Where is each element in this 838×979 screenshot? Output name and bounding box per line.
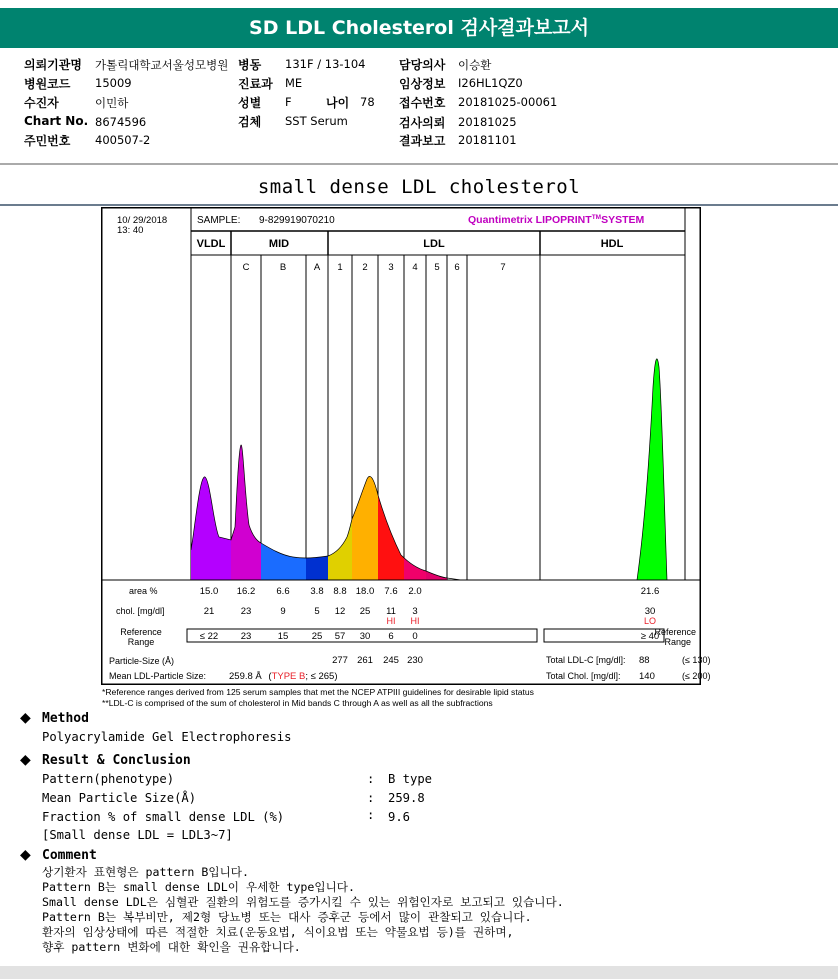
patient-label: 수진자 xyxy=(24,96,59,110)
brand-label: Quantimetrix LIPOPRINT™SYSTEM xyxy=(468,214,645,226)
ref-value: 0 xyxy=(412,631,418,642)
total-chol-label: Total Chol. [mg/dl]: xyxy=(546,671,621,681)
lipoprint-report xyxy=(101,207,711,685)
report-title: SD LDL Cholesterol 검사결과보고서 xyxy=(0,8,838,48)
hospital-code-value: 15009 xyxy=(95,76,132,90)
sex-value: F xyxy=(285,95,292,109)
comment-heading: Comment xyxy=(42,848,97,863)
band-label: 1 xyxy=(337,262,343,273)
ref-label-right: Reference xyxy=(654,627,696,637)
result-value: B type xyxy=(388,772,433,786)
mean-size-value: 259.8 Å (TYPE B; ≤ 265) xyxy=(229,671,338,682)
department-label: 진료과 xyxy=(238,77,273,91)
total-chol-ref: (≤ 200) xyxy=(682,671,711,681)
diamond-bullet-icon: ◆ xyxy=(20,710,31,726)
area-value: 6.6 xyxy=(276,586,290,597)
comment-line: 상기환자 표현형은 pattern B입니다. xyxy=(42,865,249,879)
comment-line: Small dense LDL은 심혈관 질환의 위험도를 증가시킬 수 있는 위험인자로 보고되고 있습니다. xyxy=(42,895,564,909)
diamond-bullet-icon: ◆ xyxy=(20,752,31,768)
chol-value: 23 xyxy=(240,606,252,617)
group-hdl: HDL xyxy=(600,238,624,250)
flag-hi: HI xyxy=(410,616,420,626)
chol-value: 25 xyxy=(359,606,371,617)
ref-value: 57 xyxy=(334,631,346,642)
area-value: 18.0 xyxy=(355,586,375,597)
age-value: 78 xyxy=(360,95,375,109)
area-value: 16.2 xyxy=(236,586,256,597)
divider xyxy=(0,163,838,165)
flag-lo: LO xyxy=(643,616,657,626)
clinical-label: 임상정보 xyxy=(399,77,446,91)
ref-value: 6 xyxy=(388,631,394,642)
report-border xyxy=(102,208,701,685)
result-colon: : xyxy=(367,791,375,805)
sex-label: 성별 xyxy=(238,96,262,110)
divider xyxy=(0,204,838,206)
chol-value: 11 xyxy=(386,606,396,617)
row-label-area: area % xyxy=(129,586,158,596)
id-value: 400507-2 xyxy=(95,133,151,147)
chol-value: 9 xyxy=(280,606,286,617)
result-heading: Result & Conclusion xyxy=(42,753,191,768)
institution-label: 의뢰기관명 xyxy=(24,58,82,72)
footer-bar xyxy=(0,966,838,979)
group-mid: MID xyxy=(268,238,290,250)
total-chol-value: 140 xyxy=(639,671,655,682)
ref-value: 15 xyxy=(277,631,289,642)
method-heading: Method xyxy=(42,711,89,726)
band-label: 5 xyxy=(434,262,440,273)
specimen-label: 검체 xyxy=(238,115,262,129)
request-label: 검사의뢰 xyxy=(399,116,446,130)
group-vldl: VLDL xyxy=(196,238,226,250)
method-text: Polyacrylamide Gel Electrophoresis xyxy=(42,730,292,744)
row-label-range: Range xyxy=(127,637,155,647)
row-label-mean: Mean LDL-Particle Size: xyxy=(109,671,207,681)
band-label: 6 xyxy=(454,262,460,273)
sample-label: SAMPLE: xyxy=(197,215,241,226)
band-label: 7 xyxy=(500,262,506,273)
total-ldl-label: Total LDL-C [mg/dl]: xyxy=(546,655,626,665)
band-label: B xyxy=(279,262,287,273)
result-value: 9.6 xyxy=(388,810,411,824)
area-value: 8.8 xyxy=(333,586,347,597)
clinical-value: I26HL1QZ0 xyxy=(458,76,523,90)
chol-value: 12 xyxy=(334,606,346,617)
flag-hi: HI xyxy=(386,616,396,626)
group-ldl: LDL xyxy=(423,238,445,250)
receipt-label: 접수번호 xyxy=(399,96,446,110)
total-ldl-value: 88 xyxy=(639,655,650,666)
doctor-label: 담당의사 xyxy=(399,58,446,72)
band-label: 3 xyxy=(388,262,394,273)
row-label-particle: Particle-Size (Å) xyxy=(109,656,175,666)
comment-line: 향후 pattern 변화에 대한 확인을 권유합니다. xyxy=(42,940,301,954)
chart-value: 8674596 xyxy=(95,115,147,129)
doctor-value: 이승환 xyxy=(458,58,492,72)
footnotes xyxy=(102,687,534,709)
comment-body xyxy=(42,865,564,955)
report-date: 10/ 29/2018 xyxy=(117,215,168,226)
ref-value: 23 xyxy=(240,631,252,642)
specimen-value: SST Serum xyxy=(285,114,348,128)
result-date-value: 20181101 xyxy=(458,133,517,147)
range-label-right: Range xyxy=(664,637,691,647)
particle-size: 245 xyxy=(383,655,399,666)
comment-line: Pattern B는 small dense LDL이 우세한 type입니다. xyxy=(42,880,355,894)
section-title: small dense LDL cholesterol xyxy=(257,176,581,198)
id-label: 주민번호 xyxy=(24,134,71,148)
result-label: Fraction % of small dense LDL (%) xyxy=(42,810,285,824)
chol-value: 3 xyxy=(412,606,418,617)
band-label: C xyxy=(242,262,250,273)
ward-label: 병동 xyxy=(238,58,262,72)
band-label: A xyxy=(313,262,321,273)
electrophoresis-trace xyxy=(191,359,667,580)
footnote: *Reference ranges derived from 125 serum samples that met the NCEP ATPIII guidelines for desirable lipid status xyxy=(102,687,534,697)
ref-value: ≤ 22 xyxy=(199,631,219,642)
chart-label: Chart No. xyxy=(24,114,89,128)
age-label: 나이 xyxy=(326,96,350,110)
total-ldl-ref: (≤ 130) xyxy=(682,655,711,665)
department-value: ME xyxy=(285,76,303,90)
area-value: 21.6 xyxy=(640,586,660,597)
particle-size: 230 xyxy=(407,655,423,666)
result-date-label: 결과보고 xyxy=(399,134,446,148)
sample-id: 9-829919070210 xyxy=(259,215,335,226)
row-label-chol: chol. [mg/dl] xyxy=(116,606,165,616)
particle-size: 261 xyxy=(357,655,373,666)
result-label: Pattern(phenotype) xyxy=(42,772,175,786)
ref-value: 25 xyxy=(311,631,323,642)
request-value: 20181025 xyxy=(458,115,517,129)
report-time: 13: 40 xyxy=(117,225,144,236)
result-colon: : xyxy=(367,772,375,786)
patient-value: 이민하 xyxy=(95,96,129,110)
row-label-ref: Reference xyxy=(120,627,162,637)
result-value: 259.8 xyxy=(388,791,425,805)
result-colon: : xyxy=(367,808,375,822)
result-label: Mean Particle Size(Å) xyxy=(42,791,197,805)
chol-value: 30 xyxy=(644,606,656,617)
institution-value: 가톨릭대학교서울성모병원 xyxy=(95,58,229,72)
diamond-bullet-icon: ◆ xyxy=(20,847,31,863)
band-label: 4 xyxy=(412,262,418,273)
particle-size: 277 xyxy=(332,655,348,666)
chol-value: 21 xyxy=(203,606,215,617)
ref-value: ≥ 40 xyxy=(640,631,660,642)
comment-line: 환자의 임상상태에 따른 적절한 치료(운동요법, 식이요법 또는 약물요법 등)를 권하며, xyxy=(42,925,514,939)
chol-value: 5 xyxy=(314,606,320,617)
footnote: **LDL-C is comprised of the sum of cholesterol in Mid bands C through A as well as all the subfractions xyxy=(102,698,493,708)
comment-line: Pattern B는 복부비만, 제2형 당뇨병 또는 대사 증후군 등에서 많이 관찰되고 있습니다. xyxy=(42,910,532,924)
result-note: [Small dense LDL = LDL3~7] xyxy=(42,828,233,842)
receipt-value: 20181025-00061 xyxy=(458,95,558,109)
ref-value: 30 xyxy=(359,631,371,642)
ward-value: 131F / 13-104 xyxy=(285,57,366,71)
area-value: 15.0 xyxy=(199,586,219,597)
area-value: 3.8 xyxy=(310,586,324,597)
band-label: 2 xyxy=(362,262,368,273)
area-value: 2.0 xyxy=(408,586,422,597)
area-value: 7.6 xyxy=(384,586,398,597)
hospital-code-label: 병원코드 xyxy=(24,77,71,91)
